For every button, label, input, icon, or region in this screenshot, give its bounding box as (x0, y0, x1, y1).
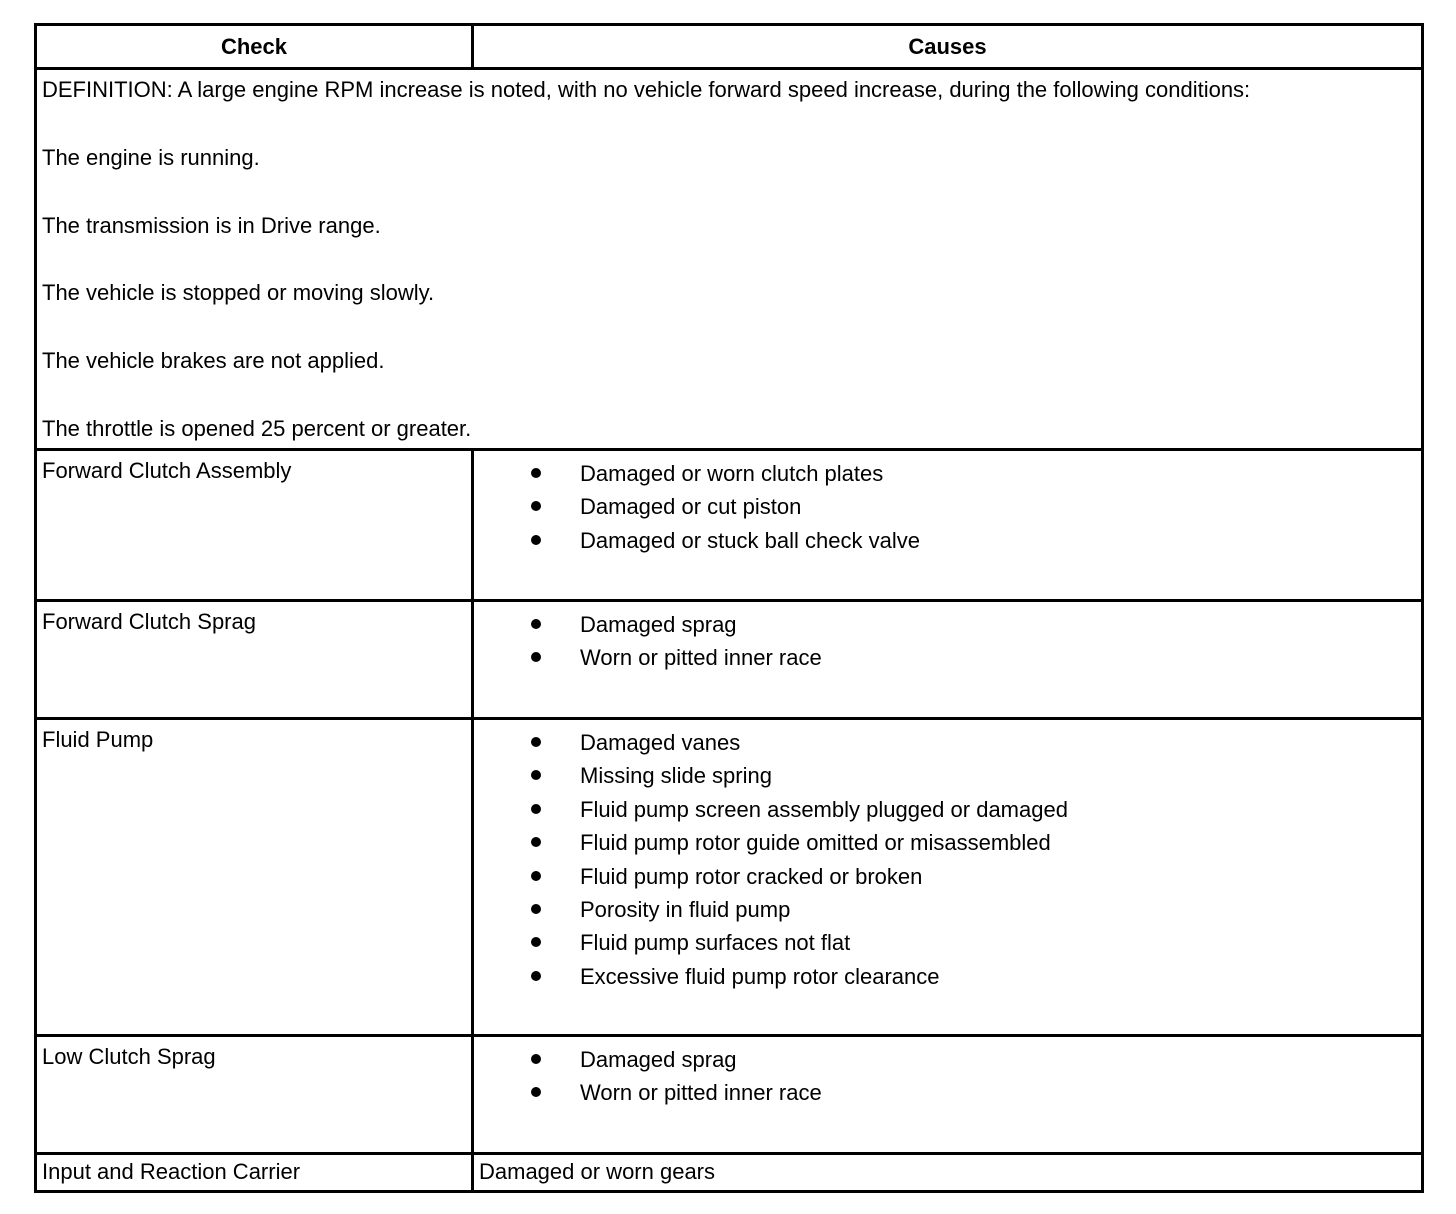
list-item: Damaged or stuck ball check valve (474, 527, 1421, 560)
bullet-icon (531, 971, 541, 981)
list-item: Worn or pitted inner race (474, 644, 1421, 677)
bullet-icon (531, 871, 541, 881)
list-item: Excessive fluid pump rotor clearance (474, 963, 1421, 996)
cause-text: Damaged or worn gears (479, 1159, 716, 1184)
definition-row (37, 67, 1421, 448)
list-item: Damaged vanes (474, 729, 1421, 762)
causes-list (474, 460, 1421, 560)
check-cell: Forward Clutch Sprag (42, 609, 256, 634)
definition-line: The throttle is opened 25 percent or greater. (42, 415, 472, 441)
bullet-icon (531, 619, 541, 629)
causes-list (474, 611, 1421, 678)
list-item: Fluid pump surfaces not flat (474, 929, 1421, 962)
list-item: Fluid pump screen assembly plugged or damaged (474, 796, 1421, 829)
list-item: Fluid pump rotor guide omitted or misassembled (474, 829, 1421, 862)
bullet-icon (531, 1087, 541, 1097)
list-item: Damaged sprag (474, 1046, 1421, 1079)
table-header-row (37, 26, 1421, 67)
bullet-icon (531, 904, 541, 914)
bullet-icon (531, 535, 541, 545)
table-row (37, 1152, 1421, 1190)
list-item: Damaged sprag (474, 611, 1421, 644)
definition-line: The engine is running. (42, 144, 260, 170)
check-cell: Input and Reaction Carrier (42, 1159, 301, 1184)
bullet-icon (531, 937, 541, 947)
header-causes: Causes (908, 33, 987, 59)
bullet-icon (531, 1054, 541, 1064)
definition-line: The vehicle is stopped or moving slowly. (42, 280, 435, 306)
causes-list (474, 729, 1421, 996)
check-cell: Forward Clutch Assembly (42, 458, 292, 483)
bullet-icon (531, 804, 541, 814)
table-row (37, 448, 1421, 599)
definition-text (42, 76, 1421, 443)
list-item: Damaged or cut piston (474, 493, 1421, 526)
bullet-icon (531, 652, 541, 662)
definition-line: The transmission is in Drive range. (42, 212, 381, 238)
definition-line: DEFINITION: A large engine RPM increase is noted, with no vehicle forward speed increase, during the following conditions: (42, 77, 1251, 102)
header-check: Check (220, 33, 288, 59)
list-item: Missing slide spring (474, 762, 1421, 795)
list-item: Worn or pitted inner race (474, 1079, 1421, 1112)
check-cell: Low Clutch Sprag (42, 1044, 216, 1069)
bullet-icon (531, 837, 541, 847)
bullet-icon (531, 737, 541, 747)
table-row (37, 599, 1421, 717)
table-row (37, 1034, 1421, 1152)
diagnostic-table (34, 23, 1424, 1193)
check-cell: Fluid Pump (42, 727, 154, 752)
causes-list (474, 1046, 1421, 1113)
bullet-icon (531, 468, 541, 478)
definition-line: The vehicle brakes are not applied. (42, 348, 385, 374)
list-item: Fluid pump rotor cracked or broken (474, 863, 1421, 896)
list-item: Damaged or worn clutch plates (474, 460, 1421, 493)
list-item: Porosity in fluid pump (474, 896, 1421, 929)
bullet-icon (531, 501, 541, 511)
table-row (37, 717, 1421, 1034)
bullet-icon (531, 770, 541, 780)
